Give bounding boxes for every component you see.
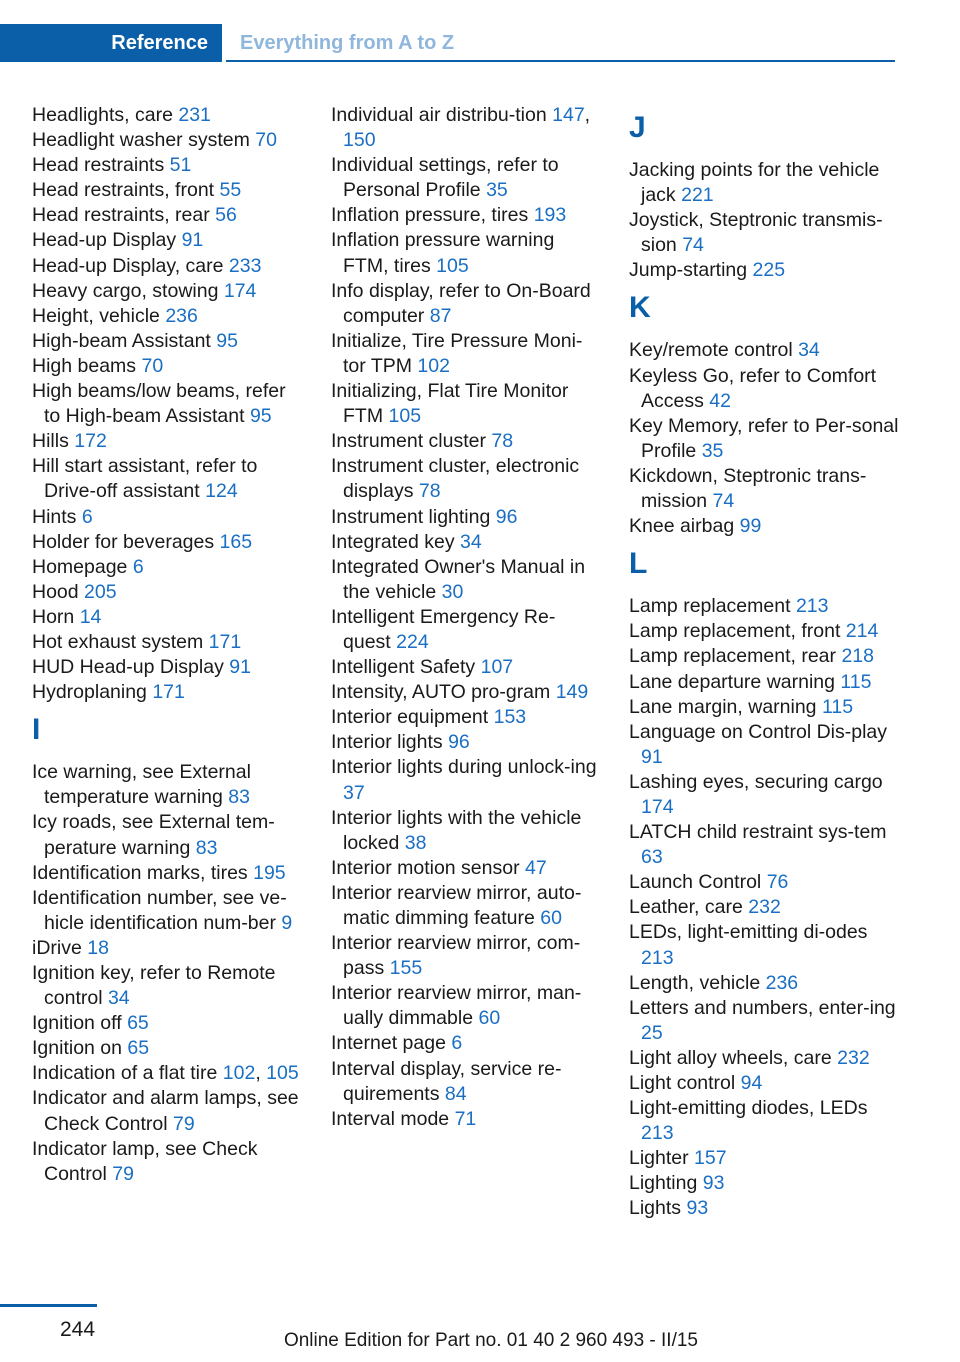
index-entry-term: LATCH child restraint sys‐tem: [629, 821, 887, 844]
index-entry: Individual air distribu‐tion 147, 150: [331, 104, 591, 152]
index-entry: [32, 1137, 302, 1187]
page-reference-link[interactable]: 37: [343, 781, 365, 804]
page-reference-link[interactable]: 78: [491, 430, 514, 453]
index-entry: [32, 329, 302, 354]
index-entry: [32, 1086, 302, 1136]
page-reference-link[interactable]: 91: [181, 229, 204, 252]
page-reference-link[interactable]: 78: [418, 480, 441, 503]
index-entry: [629, 414, 904, 464]
page-reference-link[interactable]: 34: [460, 530, 482, 553]
page-reference-link[interactable]: 193: [533, 204, 567, 227]
index-entry-term: Identification marks, tires: [32, 861, 248, 884]
index-entry: [629, 670, 904, 695]
page-reference-link[interactable]: 18: [87, 936, 109, 959]
page-reference-link[interactable]: 213: [641, 1122, 674, 1145]
index-entry: [32, 153, 302, 178]
index-entry: [629, 338, 904, 363]
page-reference-link[interactable]: 14: [79, 605, 102, 628]
index-entry: [32, 128, 302, 153]
footer-rule: [0, 1304, 97, 1307]
index-entry: [32, 254, 302, 279]
index-entry: [32, 655, 302, 680]
index-entry: [629, 644, 904, 669]
page-reference-link[interactable]: 205: [84, 580, 117, 603]
index-letter-heading: I: [32, 713, 41, 747]
index-entry: [629, 1171, 904, 1196]
index-entry-term: Interval mode: [331, 1107, 450, 1130]
page-reference-link[interactable]: 83: [228, 786, 250, 809]
index-entry-term: Interior motion sensor: [331, 856, 520, 879]
page-reference-link[interactable]: 236: [765, 971, 799, 994]
index-entry-term: Ice warning, see External temperature warning: [32, 761, 251, 809]
index-entry: [629, 971, 904, 996]
index-entry-term: Ignition on: [32, 1037, 122, 1060]
index-entry-term: Lane departure warning: [629, 670, 835, 693]
page-reference-link[interactable]: 102: [417, 354, 450, 377]
index-entry-term: Inflation pressure, tires: [331, 204, 529, 227]
index-entry: [32, 886, 302, 936]
index-entry: [32, 760, 302, 810]
index-entry: [629, 158, 904, 208]
index-entry-term: Light alloy wheels, care: [629, 1046, 832, 1069]
index-entry: [32, 103, 302, 128]
index-entry: [32, 178, 302, 203]
index-entry-term: Intelligent Emergency Re‐quest: [331, 605, 556, 653]
index-entry-term: Key Memory, refer to Per‐sonal Profile: [629, 414, 899, 462]
index-entry: [331, 931, 601, 981]
index-entry-term: Identification number, see ve‐hicle identification num‐ber: [32, 886, 287, 934]
index-entry: [629, 208, 904, 258]
index-entry: [32, 304, 302, 329]
index-entry-term: Lane margin, warning: [629, 695, 817, 718]
index-entry: [32, 530, 302, 555]
index-letter-heading: J: [629, 111, 646, 144]
index-entry-term: Head restraints, rear: [32, 204, 210, 227]
index-entry: [32, 810, 302, 860]
page-reference-link[interactable]: 93: [686, 1197, 709, 1220]
index-entry: [331, 153, 601, 203]
index-entry: [331, 379, 601, 429]
index-entry: [331, 1057, 601, 1107]
page-reference-link[interactable]: 115: [840, 670, 872, 693]
index-entry-term: Hot exhaust system: [32, 630, 204, 653]
index-entry: [331, 429, 601, 454]
page-reference-link[interactable]: 233: [228, 254, 262, 277]
index-entry: [629, 770, 904, 820]
page-reference-link[interactable]: 35: [701, 439, 724, 462]
index-entry-term: Hydroplaning: [32, 681, 147, 704]
index-entry-term: Info display, refer to On-Board computer: [331, 279, 591, 327]
page-reference-link[interactable]: 6: [132, 555, 144, 578]
index-entry-term: Interior rearview mirror, com‐pass: [331, 932, 581, 980]
index-entry-term: Hints: [32, 505, 77, 528]
page-reference-link[interactable]: 157: [694, 1147, 727, 1170]
index-entry: [32, 379, 302, 429]
page-reference-link[interactable]: 224: [396, 630, 429, 653]
index-entry: [629, 1046, 904, 1071]
index-entry-term: Interior lights with the vehicle locked: [331, 806, 582, 854]
index-entry: [629, 1196, 904, 1221]
page-reference-link[interactable]: 214: [845, 620, 879, 643]
page-reference-link[interactable]: 42: [709, 389, 731, 412]
index-entry-term: Headlight washer system: [32, 129, 250, 152]
page-reference-link[interactable]: 70: [141, 354, 164, 377]
index-entry: [32, 279, 302, 304]
page-reference-link[interactable]: 96: [448, 731, 470, 754]
index-entry-term: Head restraints: [32, 154, 165, 177]
index-entry-term: Hills: [32, 430, 69, 453]
index-entry: [331, 605, 601, 655]
page-reference-link[interactable]: 124: [205, 480, 238, 503]
index-entry: [32, 580, 302, 605]
index-entry: [629, 695, 904, 720]
page-reference-link[interactable]: 91: [229, 656, 251, 679]
index-entry: [629, 364, 904, 414]
page-reference-link[interactable]: 96: [495, 505, 518, 528]
index-entry-term: Language on Control Dis‐play: [629, 720, 887, 743]
index-entry-term: Homepage: [32, 555, 128, 578]
page-reference-link[interactable]: 213: [641, 946, 674, 969]
index-entry-term: Individual air distribu‐tion: [331, 104, 547, 126]
page-reference-link[interactable]: 232: [837, 1046, 870, 1069]
index-entry: [331, 1107, 601, 1132]
page-header: [0, 24, 895, 62]
page-reference-link[interactable]: 150: [343, 129, 376, 152]
index-entry-term: Heavy cargo, stowing: [32, 279, 219, 302]
index-entry: [32, 555, 302, 580]
index-entry: [331, 981, 601, 1031]
index-entry: [32, 354, 302, 379]
page-reference-link[interactable]: 171: [208, 630, 242, 653]
page-reference-link[interactable]: 56: [215, 204, 237, 227]
index-entry-term: iDrive: [32, 936, 82, 959]
page-reference-link[interactable]: 174: [641, 795, 674, 818]
index-entry-term: Launch Control: [629, 871, 762, 894]
index-entry-term: Lamp replacement, front: [629, 620, 841, 643]
page-reference-link[interactable]: 155: [389, 957, 423, 980]
index-entry-term: Indicator lamp, see Check Control: [32, 1137, 258, 1185]
page-reference-link[interactable]: 195: [253, 861, 286, 884]
page-reference-link[interactable]: 213: [795, 595, 829, 618]
index-entry-term: Icy roads, see External tem‐perature warning: [32, 811, 275, 859]
index-column-1: [32, 103, 302, 1187]
index-entry-term: Holder for beverages: [32, 530, 215, 553]
page-reference-link[interactable]: 70: [255, 129, 277, 152]
index-entry-term: Kickdown, Steptronic trans‐mission: [629, 464, 867, 513]
index-entry: [32, 961, 302, 1011]
index-entry: [629, 1146, 904, 1171]
page-reference-link[interactable]: 6: [81, 505, 93, 528]
index-entry: [331, 329, 601, 379]
page-reference-link[interactable]: 6: [451, 1032, 463, 1055]
page-reference-link[interactable]: 65: [127, 1037, 150, 1060]
index-entry: [32, 861, 302, 886]
edition-note: Online Edition for Part no. 01 40 2 960 493 - II/15: [283, 1330, 698, 1351]
index-entry-term: Internet page: [331, 1032, 446, 1055]
index-entry: [629, 258, 904, 283]
index-entry: [331, 806, 601, 856]
page-reference-link[interactable]: 105: [388, 405, 422, 428]
page-reference-link[interactable]: 221: [681, 184, 714, 207]
page-reference-link[interactable]: 84: [444, 1082, 467, 1105]
page-reference-link[interactable]: 231: [178, 104, 211, 126]
index-entry: [331, 530, 601, 555]
index-entry-term: HUD Head-up Display: [32, 656, 224, 679]
page-reference-link[interactable]: 94: [740, 1072, 763, 1094]
page-reference-link[interactable]: 165: [219, 530, 253, 553]
page-number: 244: [60, 1318, 96, 1341]
index-entry-term: Head-up Display: [32, 229, 177, 252]
index-entry-term: Initializing, Flat Tire Monitor FTM: [331, 380, 569, 428]
page-reference-link[interactable]: 34: [107, 987, 130, 1010]
page-reference-link[interactable]: 95: [249, 405, 272, 428]
index-entry: [331, 1031, 601, 1056]
index-entry-term: Indicator and alarm lamps, see Check Control: [32, 1087, 299, 1135]
index-entry-term: Key/remote control: [629, 339, 793, 362]
index-entry-term: Headlights, care: [32, 104, 173, 126]
index-entry: [629, 514, 904, 539]
page-reference-link[interactable]: 38: [404, 831, 427, 854]
index-entry: [331, 279, 601, 329]
page-reference-link[interactable]: 63: [641, 846, 663, 869]
index-entry: [629, 996, 904, 1046]
index-entry-term: Letters and numbers, enter‐ing: [629, 996, 896, 1019]
section-tab-subtitle: Everything from A to Z: [226, 24, 895, 62]
page-reference-link[interactable]: 65: [127, 1012, 149, 1035]
index-entry-term: Intelligent Safety: [331, 656, 476, 679]
index-entry: [331, 505, 601, 530]
index-entry: [32, 454, 302, 504]
page-reference-link[interactable]: 71: [454, 1107, 477, 1130]
page-reference-link[interactable]: 147: [552, 104, 585, 126]
index-entry: [629, 1096, 904, 1146]
page-reference-link[interactable]: 34: [798, 339, 820, 362]
section-tab-reference: Reference: [0, 24, 222, 62]
page-reference-link[interactable]: 95: [216, 329, 238, 352]
index-letter-heading: L: [629, 547, 648, 581]
index-entry-term: Jump-starting: [629, 259, 748, 282]
index-entry: [331, 856, 601, 881]
index-entry-term: Lighter: [629, 1147, 689, 1170]
page-reference-link[interactable]: 79: [172, 1112, 195, 1135]
index-entry: [331, 454, 601, 504]
page-reference-link[interactable]: 174: [223, 279, 257, 302]
index-entry-term: Ignition off: [32, 1012, 122, 1035]
page-reference-link[interactable]: 60: [478, 1007, 501, 1030]
index-entry: [32, 605, 302, 630]
page-reference-link[interactable]: 74: [682, 234, 704, 257]
page-reference-link[interactable]: 51: [169, 154, 192, 177]
page-reference-link[interactable]: 99: [739, 515, 762, 538]
index-entry-term: Hill start assistant, refer to Drive-off assistant: [32, 455, 258, 503]
index-entry: [629, 594, 904, 619]
page-reference-link[interactable]: 35: [486, 179, 508, 202]
index-entry: [32, 630, 302, 655]
page-reference-link[interactable]: 25: [641, 1021, 663, 1044]
index-entry-term: Integrated key: [331, 530, 455, 553]
index-entry-term: High beams: [32, 354, 137, 377]
page-reference-link[interactable]: 153: [493, 706, 527, 729]
index-entry-term: Lamp replacement, rear: [629, 645, 837, 668]
index-entry-term: Horn: [32, 605, 75, 628]
index-entry-term: Light-emitting diodes, LEDs: [629, 1097, 868, 1120]
index-entry-term: Head restraints, front: [32, 179, 215, 202]
index-entry-term: Instrument lighting: [331, 505, 491, 528]
index-column-3: [629, 103, 904, 1222]
page-reference-link[interactable]: 149: [555, 681, 589, 704]
index-entry-term: Joystick, Steptronic transmis‐sion: [629, 209, 883, 257]
page-reference-link[interactable]: 107: [480, 656, 514, 679]
index-entry-term: Jacking points for the vehicle jack: [629, 159, 880, 207]
index-entry: [331, 555, 601, 605]
page-reference-link[interactable]: 87: [429, 304, 452, 327]
index-entry-term: Interior lights: [331, 731, 443, 754]
page-reference-link[interactable]: 172: [74, 430, 107, 453]
page-reference-link[interactable]: 105: [266, 1062, 299, 1085]
index-entry: [629, 820, 904, 870]
page-reference-link[interactable]: 236: [165, 304, 198, 327]
page-reference-link[interactable]: 232: [748, 896, 781, 919]
index-entry: [629, 1071, 904, 1096]
index-entry: [331, 730, 601, 755]
index-entry: [629, 920, 904, 970]
page-reference-link[interactable]: 115: [821, 695, 854, 718]
index-entry-term: Head-up Display, care: [32, 254, 224, 277]
index-entry: [331, 228, 601, 278]
index-entry-term: Lashing eyes, securing cargo: [629, 770, 883, 793]
index-entry: [331, 705, 601, 730]
page-reference-link[interactable]: 225: [752, 259, 786, 282]
index-entry: [32, 505, 302, 530]
index-entry: [331, 680, 601, 705]
page-reference-link[interactable]: 105: [436, 254, 469, 277]
index-entry-term: Integrated Owner's Manual in the vehicle: [331, 555, 586, 603]
index-entry-term: Instrument cluster: [331, 430, 486, 453]
index-entry: [32, 429, 302, 454]
index-entry-term: LEDs, light-emitting di‐odes: [629, 921, 868, 944]
index-entry: Indication of a flat tire 102, 105: [32, 1062, 299, 1085]
page-reference-link[interactable]: 76: [766, 871, 789, 894]
page-reference-link[interactable]: 79: [112, 1162, 134, 1185]
index-entry-term: Ignition key, refer to Remote control: [32, 962, 276, 1010]
index-entry-term: Instrument cluster, electronic displays: [331, 455, 580, 503]
index-entry: [331, 881, 601, 931]
index-entry-term: Interior rearview mirror, man‐ually dimmable: [331, 982, 582, 1030]
index-entry-term: Interval display, service re‐quirements: [331, 1057, 562, 1105]
page-reference-link[interactable]: 93: [702, 1172, 725, 1195]
index-entry-term: Keyless Go, refer to Comfort Access: [629, 364, 877, 412]
index-entry: [629, 619, 904, 644]
index-entry-term: Individual settings, refer to Personal Profile: [331, 154, 559, 202]
index-entry-term: Interior equipment: [331, 706, 489, 729]
index-entry: [331, 203, 601, 228]
index-entry: [32, 936, 302, 961]
index-entry-term: Knee airbag: [629, 515, 735, 538]
index-entry: [32, 1036, 302, 1061]
index-entry-term: Interior rearview mirror, auto‐matic dimming feature: [331, 881, 582, 929]
page-reference-link[interactable]: 91: [641, 745, 663, 768]
index-entry-term: High-beam Assistant: [32, 329, 211, 352]
page-reference-link[interactable]: 47: [525, 856, 547, 879]
index-entry: [629, 464, 904, 514]
index-entry: [32, 228, 302, 253]
page-reference-link[interactable]: 83: [195, 836, 218, 859]
index-entry: [629, 720, 904, 770]
index-entry-term: Hood: [32, 580, 79, 603]
page-reference-link[interactable]: 9: [281, 911, 293, 934]
index-entry: [32, 1011, 302, 1036]
index-entry-term: High beams/low beams, refer to High-beam Assistant: [32, 380, 286, 428]
index-entry-term: Inflation pressure warning FTM, tires: [331, 229, 555, 277]
index-entry-term: Light control: [629, 1072, 736, 1094]
index-entry: [331, 655, 601, 680]
page-reference-link[interactable]: 218: [841, 645, 874, 668]
page-reference-link[interactable]: 30: [441, 580, 464, 603]
index-entry-term: Lamp replacement: [629, 595, 791, 618]
index-entry-term: Interior lights during unlock‐ing: [331, 756, 597, 779]
index-entry-term: Intensity, AUTO pro‐gram: [331, 681, 551, 704]
page-reference-link[interactable]: 55: [219, 179, 242, 202]
index-entry-term: Lights: [629, 1197, 682, 1220]
index-entry-term: Lighting: [629, 1172, 698, 1195]
index-entry-term: Height, vehicle: [32, 304, 160, 327]
index-entry: [32, 203, 302, 228]
page-reference-link[interactable]: 171: [152, 681, 185, 704]
index-entry-term: Indication of a flat tire: [32, 1062, 218, 1085]
index-entry: [629, 870, 904, 895]
index-entry: [32, 680, 302, 705]
page-reference-link[interactable]: 102: [222, 1062, 256, 1085]
page-reference-link[interactable]: 60: [540, 907, 562, 929]
index-entry-term: Leather, care: [629, 896, 743, 919]
index-entry: [629, 895, 904, 920]
index-letter-heading: K: [629, 291, 651, 325]
index-column-2: [331, 103, 601, 1132]
index-entry-term: Length, vehicle: [629, 971, 761, 994]
index-entry-term: Initialize, Tire Pressure Moni‐tor TPM: [331, 329, 583, 377]
page-reference-link[interactable]: 74: [712, 490, 735, 513]
index-entry: [331, 755, 601, 805]
